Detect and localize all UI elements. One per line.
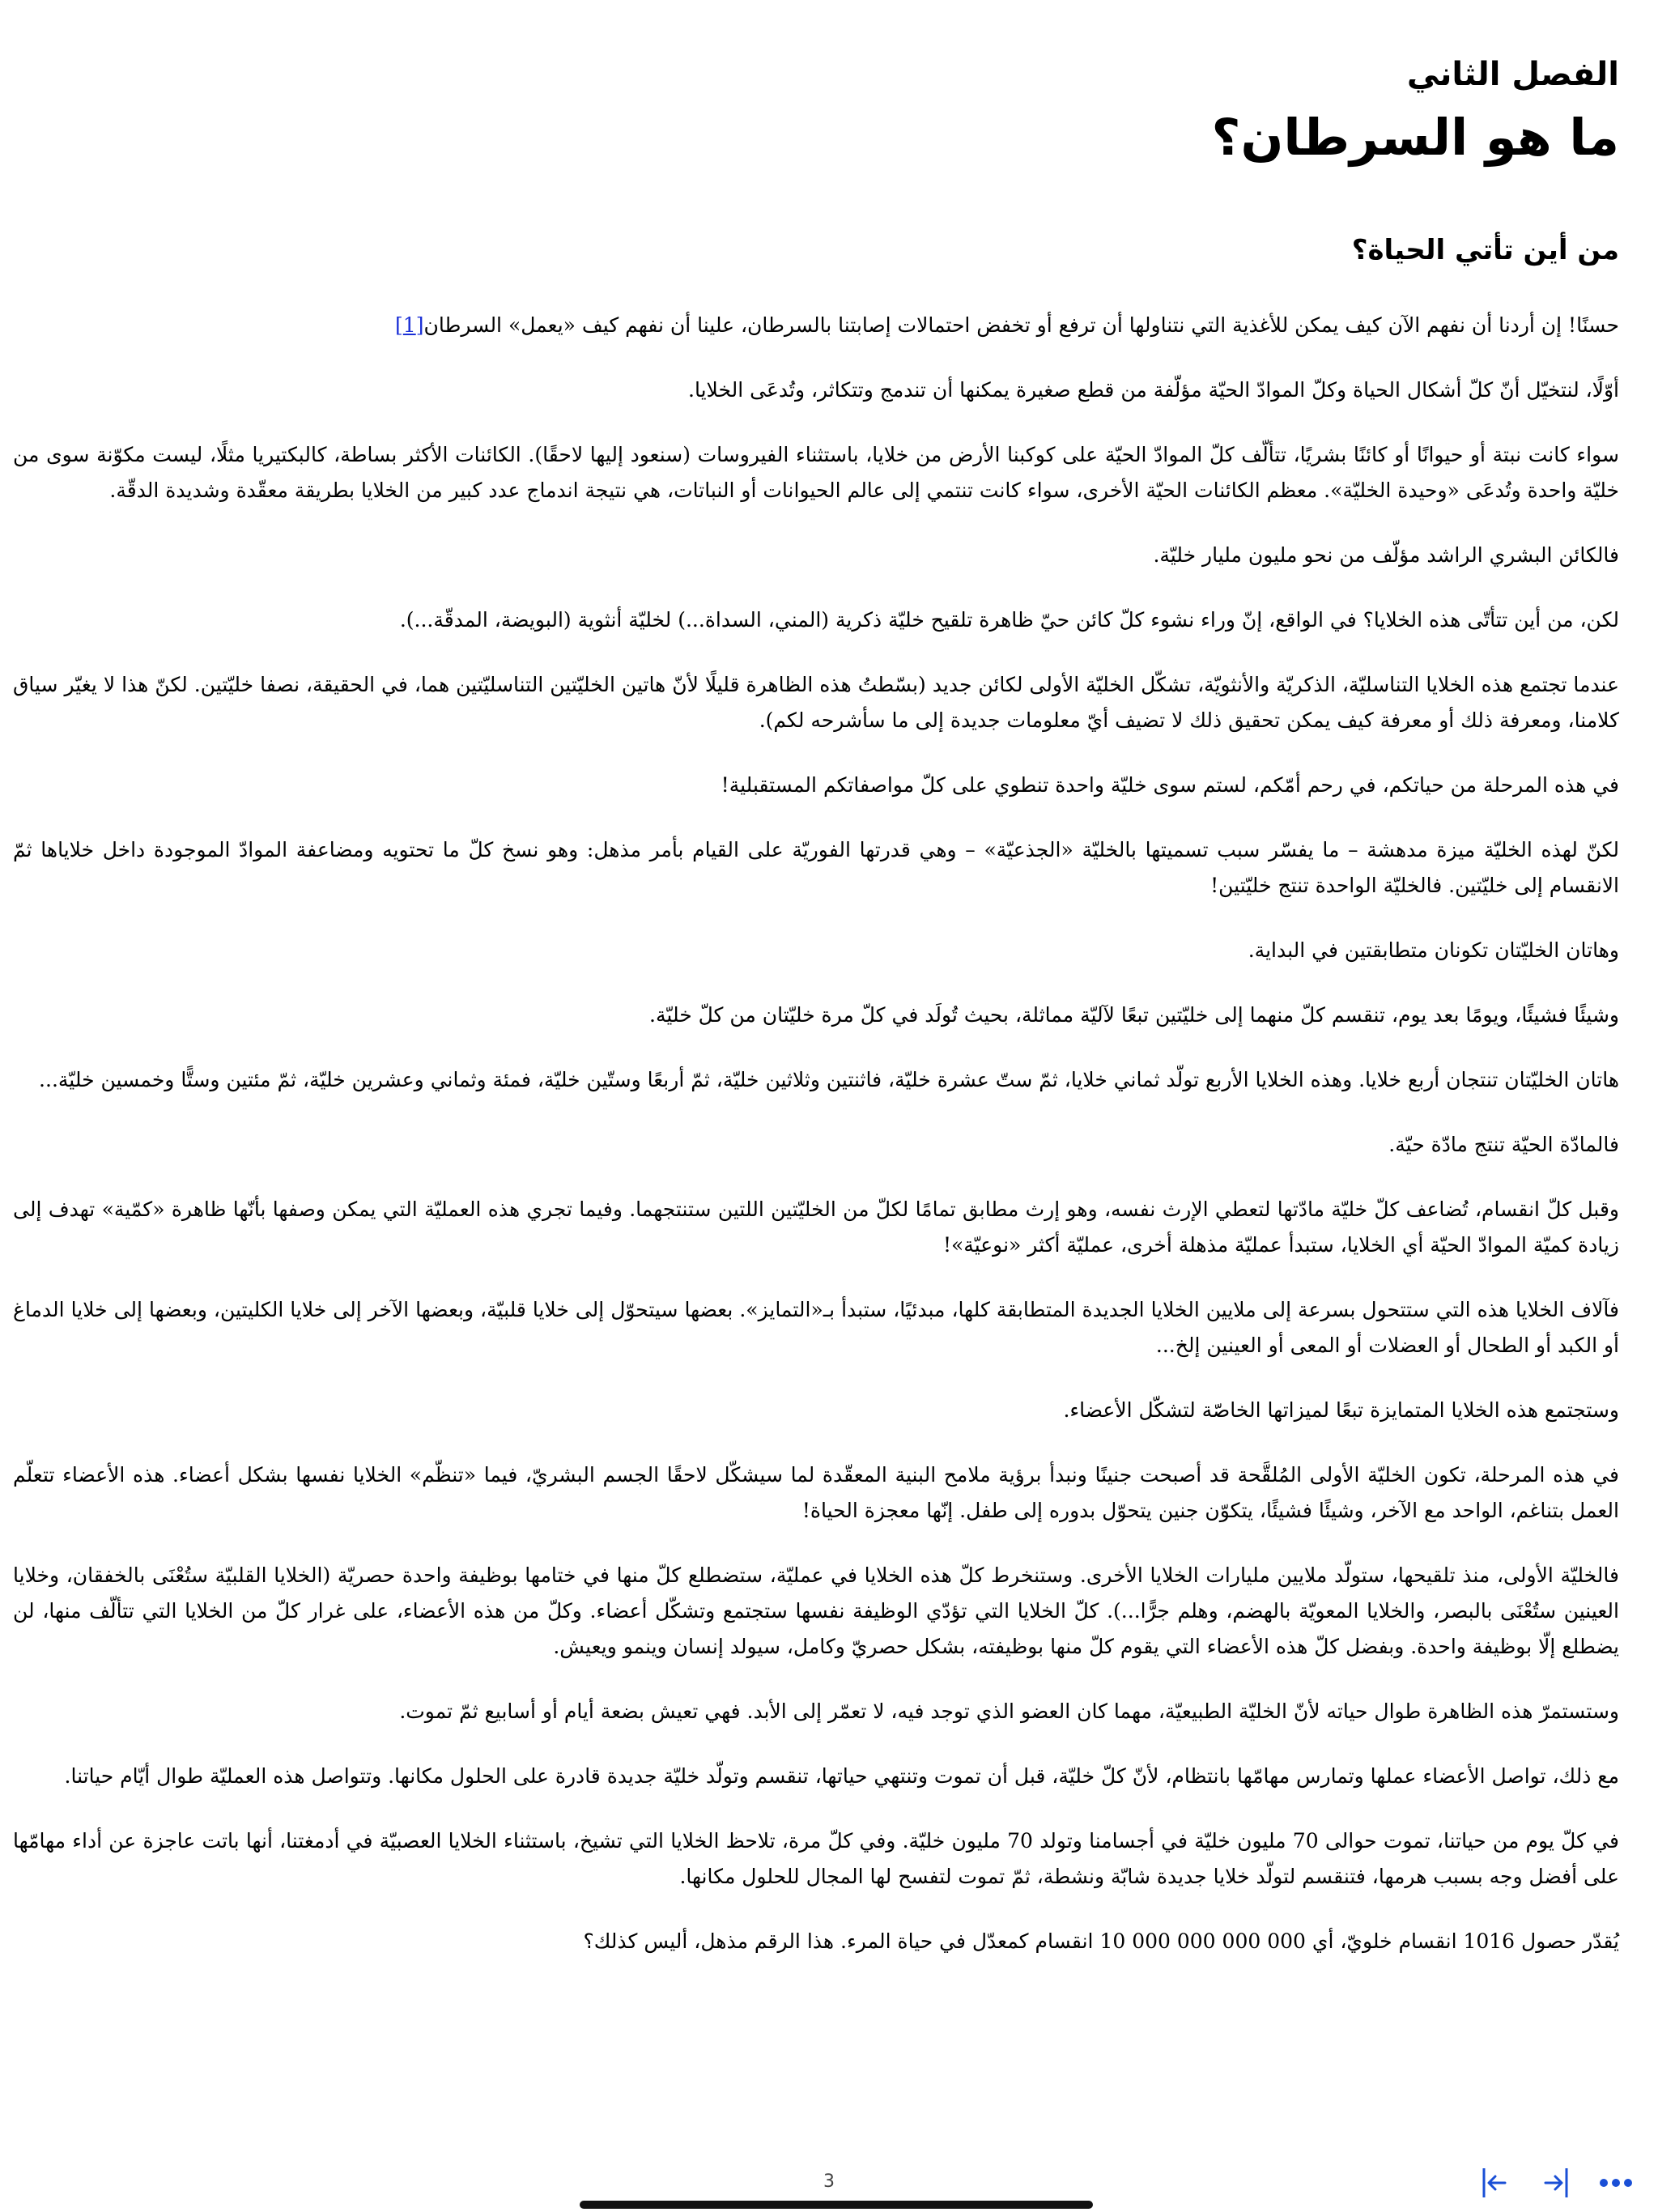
paragraph xyxy=(13,308,1619,343)
paragraph: أوّلًا، لنتخيّل أنّ كلّ أشكال الحياة وكلّ الموادّ الحيّة مؤلّفة من قطع صغيرة يمكنها أن تندمج وتتكاثر، وتُدعَى الخلايا. xyxy=(688,378,1619,402)
paragraph: فالخليّة الأولى، منذ تلقيحها، ستولّد ملايين مليارات الخلايا الأخرى. وستنخرط كلّ هذه الخلايا في عمليّة، ستضطلع كلّ منها في ختامها بوظيفة واحدة حصريّة (الخلايا القلبيّة ستُعْنَى بالخفقان، وخلايا العينين ستُعْنَى بالبصر، والخلايا المعويّة بالهضم، وهلم جرًّا...). كلّ الخلايا التي تؤدّي الوظيفة نفسها ستجتمع وتشكّل أعضاء. وكلّ من هذه الأعضاء، على غرار كلّ من الخلايا التي تتألّف منها، لن يضطلع إلّا بوظيفة واحدة. وبفضل كلّ هذه الأعضاء التي يقوم كلّ منها بوظيفته، بشكل حصريّ وكامل، سيولد إنسان وينمو ويعيش. xyxy=(13,1563,1619,1658)
paragraph: في هذه المرحلة، تكون الخليّة الأولى المُلقَّحة قد أصبحت جنينًا ونبدأ برؤية ملامح البنية المعقّدة لما سيشكّل لاحقًا الجسم البشريّ، فيما «تنظّم» الخلايا نفسها بشكل أعضاء. هذه الأعضاء تتعلّم العمل بتناغم، الواحد مع الآخر، وشيئًا فشيئًا، يتكوّن جنين يتحوّل بدوره إلى طفل. إنّها معجزة الحياة! xyxy=(13,1463,1619,1522)
paragraph: في هذه المرحلة من حياتكم، في رحم أمّكم، لستم سوى خليّة واحدة تنطوي على كلّ مواصفاتكم المستقبلية! xyxy=(721,773,1619,797)
page-number: 3 xyxy=(823,2172,835,2192)
paragraph: في كلّ يوم من حياتنا، تموت حوالى 70 مليون خليّة في أجسامنا وتولد 70 مليون خليّة. وفي كلّ مرة، تلاحظ الخلايا التي تشيخ، باستثناء الخلايا العصبيّة في أدمغتنا، أنها باتت عاجزة عن أداء مهامّها على أفضل وجه بسبب هرمها، فتنقسم لتولّد خلايا جديدة شابّة ونشطة، ثمّ تموت لتفسح لها المجال للحلول مكانها. xyxy=(13,1829,1619,1888)
paragraph: وقبل كلّ انقسام، تُضاعف كلّ خليّة مادّتها لتعطي الإرث نفسه، وهو إرث مطابق تمامًا لكلّ من الخليّتين اللتين ستنتجهما. وفيما تجري هذه العمليّة التي يمكن وصفها بأنّها ظاهرة «كمّية» تهدف إلى زيادة كميّة الموادّ الحيّة أي الخلايا، ستبدأ عمليّة مذهلة أخرى، عمليّة أكثر «نوعيّة»! xyxy=(13,1197,1619,1257)
paragraph: وهاتان الخليّتان تكونان متطابقتين في البداية. xyxy=(1248,938,1619,962)
footnote-link[interactable]: [1] xyxy=(395,313,424,337)
paragraph: فالمادّة الحيّة تنتج مادّة حيّة. xyxy=(1388,1133,1619,1156)
page-back-button[interactable] xyxy=(1475,2163,1514,2202)
paragraph: سواء كانت نبتة أو حيوانًا أو كائنًا بشريًا، تتألّف كلّ الموادّ الحيّة على كوكبنا الأرض من خلايا، باستثناء الفيروسات (سنعود إليها لاحقًا). الكائنات الأكثر بساطة، كالبكتيريا مثلًا، ليست مكوّنة سوى من خليّة واحدة وتُدعَى «وحيدة الخليّة». معظم الكائنات الحيّة الأخرى، سواء كانت تنتمي إلى عالم الحيوانات أو النباتات، هي نتيجة اندماج عدد كبير من الخلايا بطريقة معقّدة وشديدة الدقّة. xyxy=(13,443,1619,502)
paragraph: هاتان الخليّتان تنتجان أربع خلايا. وهذه الخلايا الأربع تولّد ثماني خلايا، ثمّ ستّ عشرة خليّة، فاثنتين وثلاثين خليّة، ثمّ أربعًا وستّين خليّة، فمئة وثماني وعشرين خليّة، ثمّ مئتين وستًّا وخمسين خليّة... xyxy=(39,1068,1619,1091)
paragraph: لكنّ لهذه الخليّة ميزة مدهشة – ما يفسّر سبب تسميتها بالخليّة «الجذعيّة» – وهي قدرتها الفوريّة على القيام بأمر مذهل: وهو نسخ كلّ ما تحتويه ومضاعفة الموادّ الموجودة داخل خلاياها ثمّ الانقسام إلى خليّتين. فالخليّة الواحدة تنتج خليّتين! xyxy=(13,838,1619,897)
more-options-icon xyxy=(1598,2177,1634,2189)
paragraph: عندما تجتمع هذه الخلايا التناسليّة، الذكريّة والأنثويّة، تشكّل الخليّة الأولى لكائن جديد (بسّطتُ هذه الظاهرة قليلًا لأنّ هاتين الخليّتين التناسليّتين هما، في الحقيقة، نصفا خليّتين. لكنّ هذا لا يغيّر سياق كلامنا، ومعرفة ذلك أو معرفة كيف يمكن تحقيق ذلك لا تضيف أيّ معلومات جديدة إلى ما سأشرحه لكم). xyxy=(13,673,1619,732)
paragraph: وشيئًا فشيئًا، ويومًا بعد يوم، تنقسم كلّ منهما إلى خليّتين تبعًا لآليّة مماثلة، بحيث تُولَد في كلّ مرة خليّتان من كلّ خليّة. xyxy=(649,1003,1619,1027)
chapter-title: ما هو السرطان؟ xyxy=(1211,108,1619,167)
paragraph: لكن، من أين تتأتّى هذه الخلايا؟ في الواقع، إنّ وراء نشوء كلّ كائن حيّ ظاهرة تلقيح خليّة ذكرية (المني، السداة...) لخليّة أنثوية (البويضة، المدقّة...). xyxy=(399,608,1619,632)
paragraph: وستستمرّ هذه الظاهرة طوال حياته لأنّ الخليّة الطبيعيّة، مهما كان العضو الذي توجد فيه، لا تعمّر إلى الأبد. فهي تعيش بضعة أيام أو أسابيع ثمّ تموت. xyxy=(399,1699,1619,1723)
intro-text: حسنًا! إن أردنا أن نفهم الآن كيف يمكن للأغذية التي نتناولها أن ترفع أو تخفض احتمالات إصابتنا بالسرطان، علينا أن نفهم كيف «يعمل» السرطان xyxy=(423,313,1619,337)
chapter-body xyxy=(13,308,1619,1989)
paragraph: مع ذلك، تواصل الأعضاء عملها وتمارس مهامّها بانتظام، لأنّ كلّ خليّة، قبل أن تموت وتنتهي حياتها، تنقسم وتولّد خليّة جديدة قادرة على الحلول مكانها. وتتواصل هذه العمليّة طوال أيّام حياتنا. xyxy=(64,1764,1619,1788)
chapter-label: الفصل الثاني xyxy=(1406,56,1619,93)
more-options-button[interactable] xyxy=(1596,2163,1635,2202)
paragraph: فآلاف الخلايا هذه التي ستتحول بسرعة إلى ملايين الخلايا الجديدة المتطابقة كلها، مبدئيًا، ستبدأ بـ«التمايز». بعضها سيتحوّل إلى خلايا قلبيّة، وبعضها الآخر إلى خلايا الكليتين، وبعضها إلى خلايا الدماغ أو الكبد أو الطحال أو العضلات أو المعى أو العينين إلخ... xyxy=(13,1298,1619,1357)
page-back-icon xyxy=(1481,2167,1508,2199)
home-indicator[interactable] xyxy=(580,2201,1093,2209)
page-forward-icon xyxy=(1542,2167,1570,2199)
paragraph: وستجتمع هذه الخلايا المتمايزة تبعًا لميزاتها الخاصّة لتشكّل الأعضاء. xyxy=(1063,1398,1619,1422)
paragraph: فالكائن البشري الراشد مؤلّف من نحو مليون مليار خليّة. xyxy=(1153,543,1619,567)
page-forward-button[interactable] xyxy=(1537,2163,1575,2202)
paragraph: يُقدّر حصول 1016 انقسام خلويّ، أي 000 000 000 000 10 انقسام كمعدّل في حياة المرء. هذا الرقم مذهل، أليس كذلك؟ xyxy=(583,1929,1619,1953)
section-title: من أين تأتي الحياة؟ xyxy=(1351,234,1619,266)
